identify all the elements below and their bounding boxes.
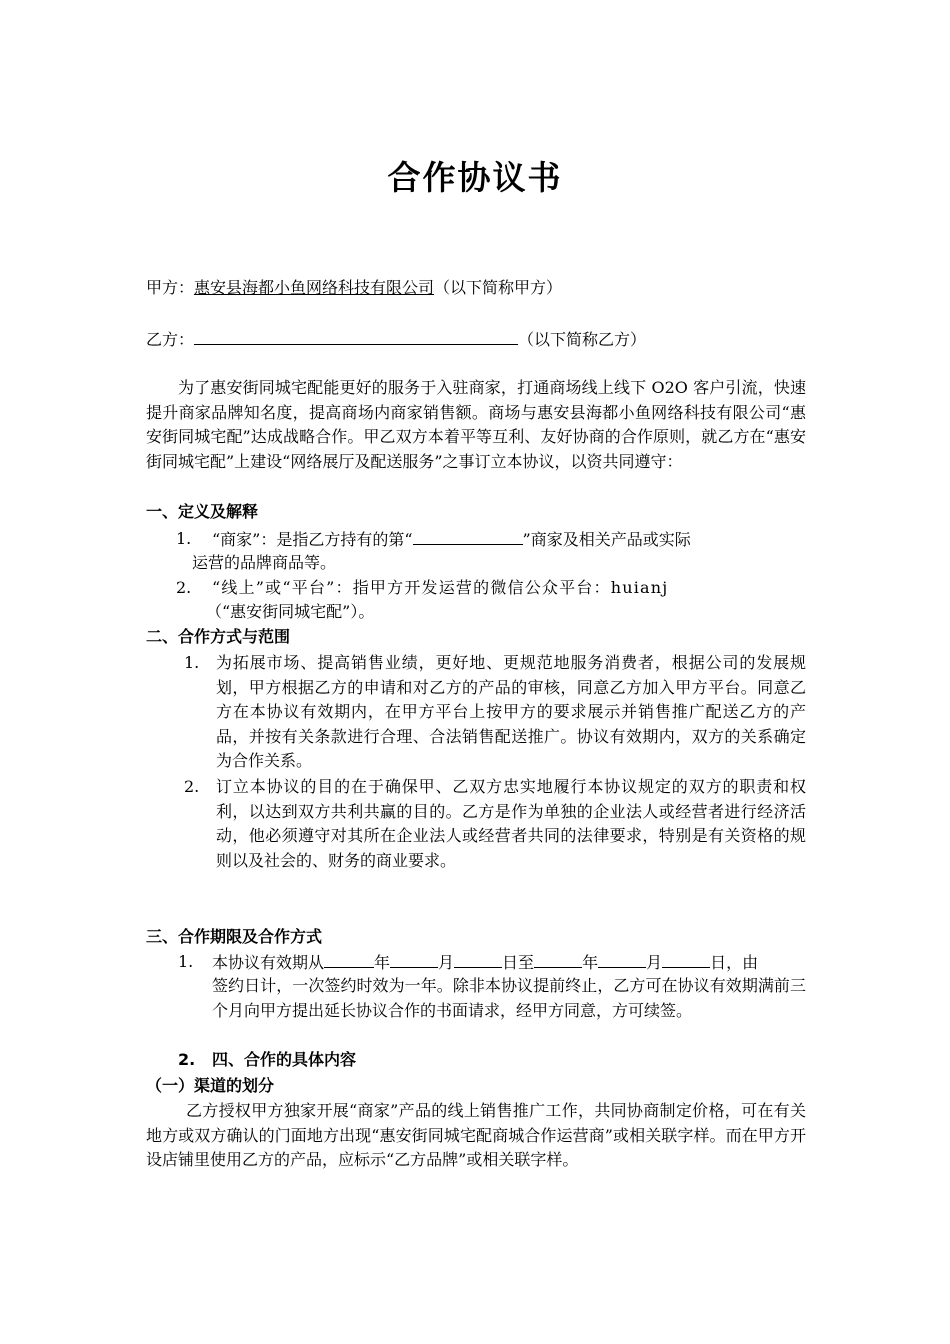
sec1-item1-blank	[413, 527, 523, 545]
sec3-item1-rest: 签约日计，一次签约时效为一年。除非本协议提前终止，乙方可在协议有效期满前三个月向甲方提出延长协议合作的书面请求，经甲方同意，方可续签。	[212, 976, 806, 1020]
sec1-item2-number: 2.	[176, 578, 192, 597]
party-a-name: 惠安县海都小鱼网络科技有限公司	[194, 278, 435, 297]
sec1-item2-line1: “线上”或“平台”：指甲方开发运营的微信公众平台：huianj	[212, 578, 669, 597]
document-title: 合作协议书	[387, 158, 563, 197]
subsection-1-paragraph: 乙方授权甲方独家开展“商家”产品的线上销售推广工作，共同协商制定价格，可在有关地方或双方确认的门面地方出现“惠安街同城宅配商城合作运营商”或相关联字样。而在甲方开设店铺里使用乙方的产品，应标示“乙方品牌”或相关联字样。	[146, 1101, 806, 1169]
section-4-heading: 四、合作的具体内容	[212, 1050, 357, 1069]
end-year-blank	[534, 950, 582, 968]
start-month-blank	[390, 950, 438, 968]
end-year-label: 年	[582, 953, 599, 972]
party-b-label: 乙方：	[146, 330, 195, 349]
sec3-item1-line1	[212, 950, 758, 975]
sec2-item1-number: 1.	[184, 653, 200, 672]
term-prefix: 本协议有效期从	[212, 953, 325, 972]
section-3-heading: 三、合作期限及合作方式	[146, 927, 323, 946]
sec3-item1-number: 1.	[178, 952, 194, 971]
start-day-blank	[454, 950, 502, 968]
party-b-line	[146, 327, 646, 352]
party-a-line	[146, 276, 562, 300]
sec3-item2-number: 2.	[178, 1050, 196, 1069]
sec2-item2-text: 订立本协议的目的在于确保甲、乙双方忠实地履行本协议规定的双方的职责和权利，以达到双方共利共赢的目的。乙方是作为单独的企业法人或经营者进行经济活动，他必须遵守对其所在企业法人或经营者共同的法律要求，特别是有关资格的规则以及社会的、财务的商业要求。	[216, 777, 806, 870]
section-1-heading: 一、定义及解释	[146, 502, 259, 521]
end-month-blank	[598, 950, 646, 968]
end-day-blank	[662, 950, 710, 968]
end-day-label: 日，由	[710, 953, 759, 972]
sec1-item2-line2: （“惠安街同城宅配”）。	[206, 602, 375, 621]
party-b-suffix: （以下简称乙方）	[518, 330, 647, 349]
sec1-item1-line2: 运营的品牌商品等。	[192, 553, 337, 572]
intro-paragraph: 为了惠安街同城宅配能更好的服务于入驻商家，打通商场线上线下 O2O 客户引流，快速提升商家品牌知名度，提高商场内商家销售额。商场与惠安县海都小鱼网络科技有限公司“惠安街同城宅配”达成战略合作。甲乙双方本着平等互利、友好协商的合作原则，就乙方在“惠安街同城宅配”上建设“网络展厅及配送服务”之事订立本协议，以资共同遵守：	[146, 378, 806, 471]
party-b-blank	[194, 327, 518, 345]
end-month-label: 月	[646, 953, 663, 972]
start-day-label: 日至	[502, 953, 535, 972]
section-2-heading: 二、合作方式与范围	[146, 627, 291, 646]
start-month-label: 月	[438, 953, 455, 972]
subsection-1-heading: （一）渠道的划分	[146, 1076, 275, 1095]
party-a-suffix: （以下简称甲方）	[434, 278, 563, 297]
sec2-item1-text: 为拓展市场、提高销售业绩，更好地、更规范地服务消费者，根据公司的发展规划，甲方根据乙方的申请和对乙方的产品的审核，同意乙方加入甲方平台。同意乙方在本协议有效期内，在甲方平台上按甲方的要求展示并销售推广配送乙方的产品，并按有关条款进行合理、合法销售配送推广。协议有效期内，双方的关系确定为合作关系。	[216, 653, 806, 770]
sec1-item1-number: 1.	[176, 529, 192, 548]
sec2-item2-number: 2.	[184, 777, 200, 796]
sec1-item1-line1	[212, 527, 691, 552]
sec1-item1-pre: “商家”：是指乙方持有的第“	[212, 530, 413, 549]
start-year-label: 年	[374, 953, 391, 972]
sec1-item1-post: ”商家及相关产品或实际	[522, 530, 691, 549]
party-a-label: 甲方：	[146, 278, 195, 297]
start-year-blank	[324, 950, 374, 968]
